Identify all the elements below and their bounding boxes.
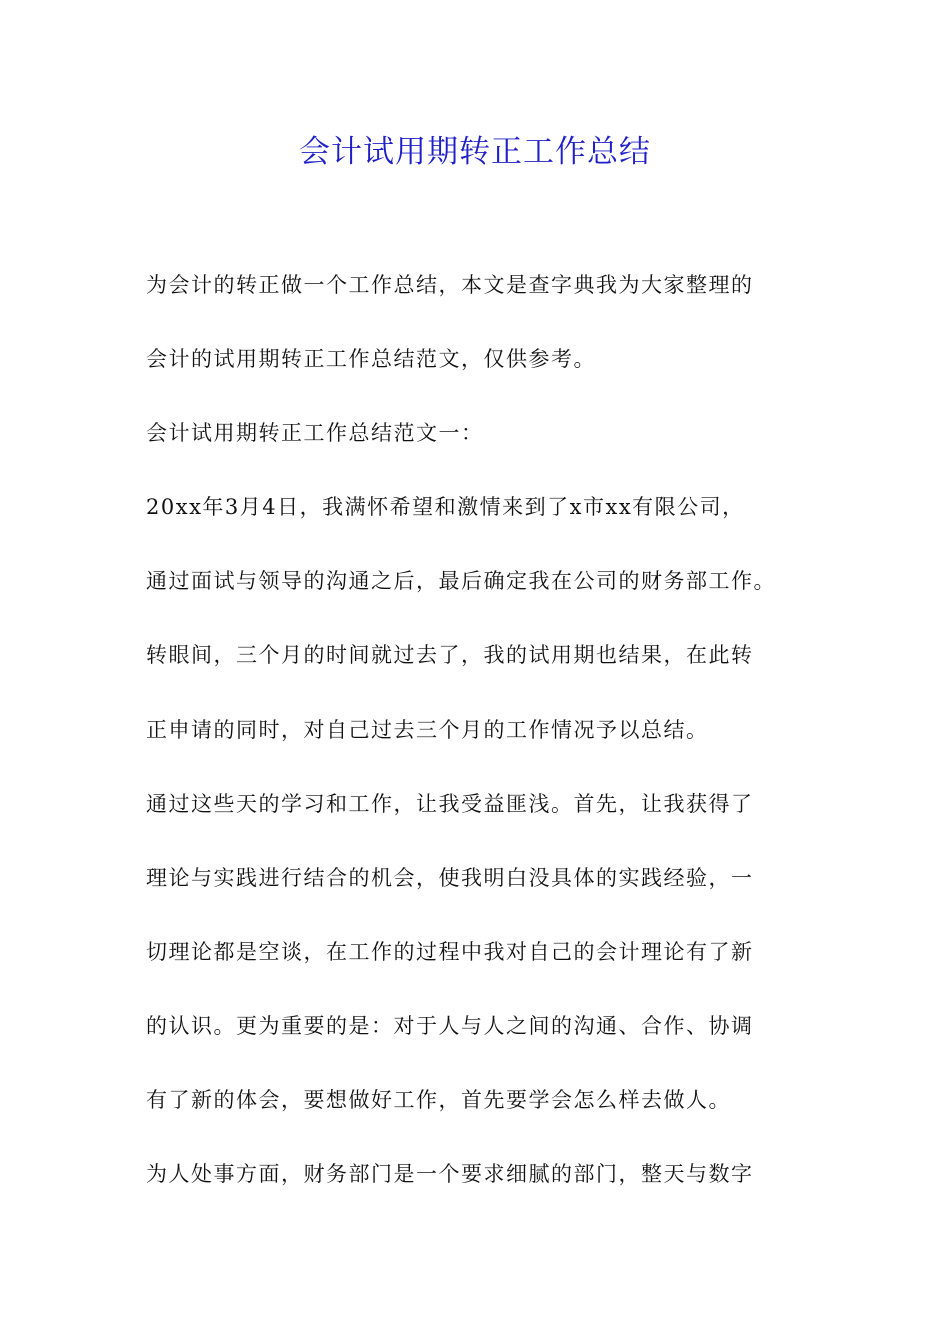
section-heading: 会计试用期转正工作总结范文一： xyxy=(146,421,484,446)
document-body xyxy=(146,265,826,1228)
body-line: 通过这些天的学习和工作，让我受益匪浅。首先，让我获得了 xyxy=(146,791,754,816)
body-line: 为人处事方面，财务部门是一个要求细腻的部门，整天与数字 xyxy=(146,1162,754,1187)
body-line: 理论与实践进行结合的机会，使我明白没具体的实践经验，一 xyxy=(146,865,754,890)
document-title: 会计试用期转正工作总结 xyxy=(299,134,651,170)
body-line: 通过面试与领导的沟通之后，最后确定我在公司的财务部工作。 xyxy=(146,569,776,594)
body-line: 为会计的转正做一个工作总结，本文是查字典我为大家整理的 xyxy=(146,273,754,297)
body-line: 转眼间，三个月的时间就过去了，我的试用期也结果，在此转 xyxy=(146,643,754,668)
body-line: 切理论都是空谈，在工作的过程中我对自己的会计理论有了新 xyxy=(146,939,754,964)
body-line: 会计的试用期转正工作总结范文，仅供参考。 xyxy=(146,347,596,372)
body-line: 20xx年3月4日，我满怀希望和激情来到了x市xx有限公司， xyxy=(146,495,745,520)
body-line: 有了新的体会，要想做好工作，首先要学会怎么样去做人。 xyxy=(146,1088,731,1113)
body-line: 正申请的同时，对自己过去三个月的工作情况予以总结。 xyxy=(146,717,709,742)
body-line: 的认识。更为重要的是：对于人与人之间的沟通、合作、协调 xyxy=(146,1013,754,1038)
